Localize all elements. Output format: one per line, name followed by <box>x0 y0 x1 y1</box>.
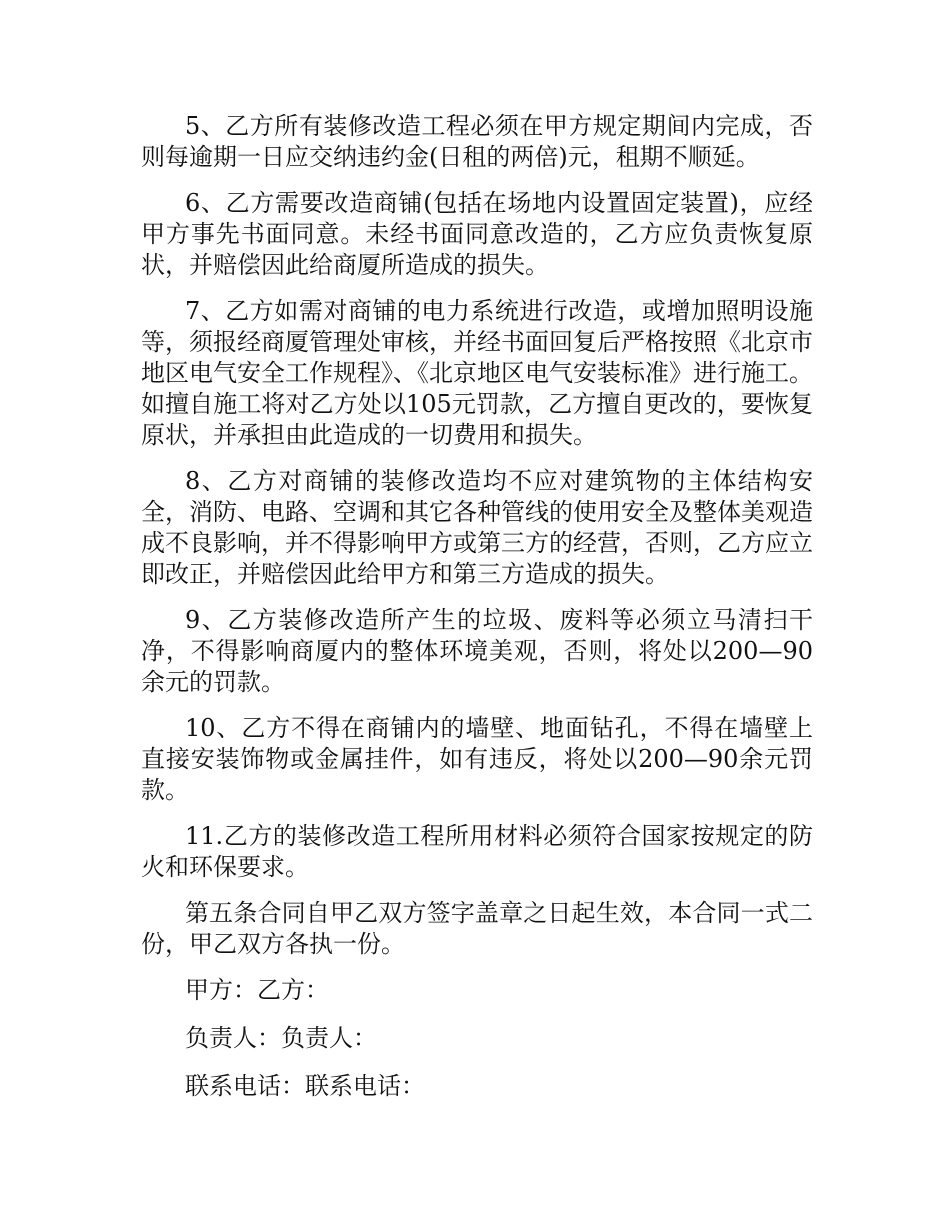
document-page <box>141 111 813 1119</box>
clause-7: 7、乙方如需对商铺的电力系统进行改造，或增加照明设施等，须报经商厦管理处审核，并经书面回复后严格按照《北京市地区电气安全工作规程》、《北京地区电气安装标准》进行施工。如擅自施工将对乙方处以105元罚款，乙方擅自更改的，要恢复原状，并承担由此造成的一切费用和损失。 <box>141 297 813 449</box>
clause-10: 10、乙方不得在商铺内的墙壁、地面钻孔，不得在墙壁上直接安装饰物或金属挂件，如有违反，将处以200—90余元罚款。 <box>141 714 813 804</box>
signature-manager-line: 负责人：负责人： <box>185 1024 377 1052</box>
clause-6: 6、乙方需要改造商铺(包括在场地内设置固定装置)，应经甲方事先书面同意。未经书面同意改造的，乙方应负责恢复原状，并赔偿因此给商厦所造成的损失。 <box>141 189 813 279</box>
clause-8: 8、乙方对商铺的装修改造均不应对建筑物的主体结构安全，消防、电路、空调和其它各种管线的使用安全及整体美观造成不良影响，并不得影响甲方或第三方的经营，否则，乙方应立即改正，并赔偿因此给甲方和第三方造成的损失。 <box>141 467 813 588</box>
signature-party-line: 甲方：乙方： <box>185 976 329 1004</box>
clause-9: 9、乙方装修改造所产生的垃圾、废料等必须立马清扫干净，不得影响商厦内的整体环境美观，否则，将处以200—90余元的罚款。 <box>141 606 813 696</box>
clause-5: 5、乙方所有装修改造工程必须在甲方规定期间内完成，否则每逾期一日应交纳违约金(日租的两倍)元，租期不顺延。 <box>141 112 813 171</box>
clause-11: 11.乙方的装修改造工程所用材料必须符合国家按规定的防火和环保要求。 <box>141 822 813 881</box>
signature-phone-line: 联系电话：联系电话： <box>185 1072 425 1100</box>
article-5: 第五条合同自甲乙双方签字盖章之日起生效，本合同一式二份，甲乙双方各执一份。 <box>141 899 813 958</box>
